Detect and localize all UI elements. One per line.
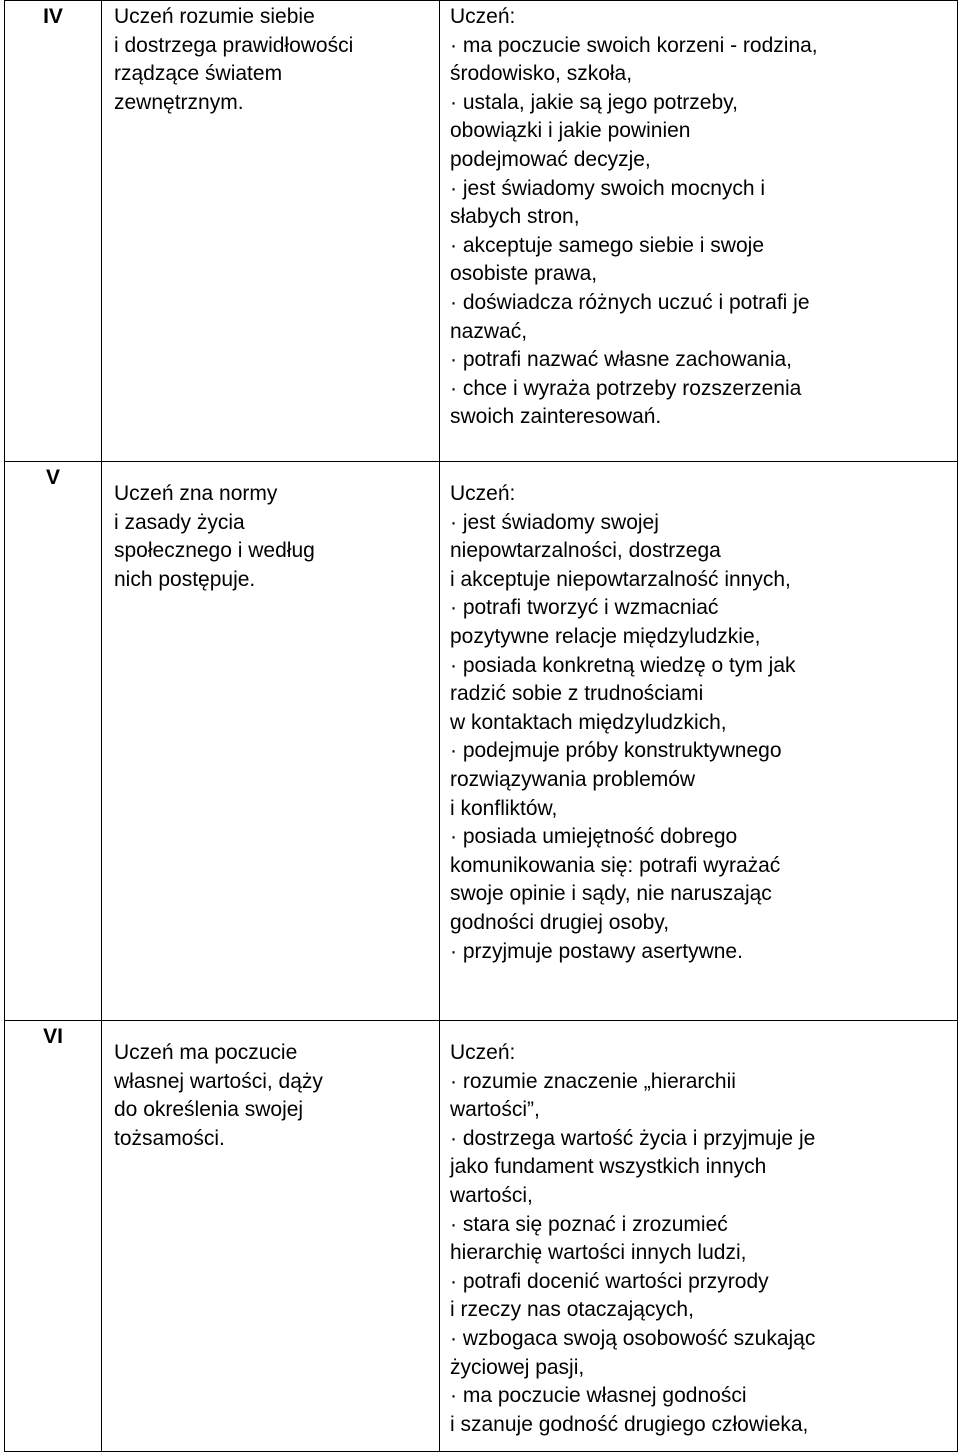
text-line: Uczeń zna normy <box>114 482 278 505</box>
text-line: · posiada umiejętność dobrego <box>450 825 738 849</box>
text-line: osobiste prawa, <box>450 262 598 286</box>
text-line: środowisko, szkoła, <box>450 62 633 86</box>
text-line: Uczeń ma poczucie <box>114 1041 298 1064</box>
text-line: godności drugiej osoby, <box>450 910 670 934</box>
text-line: · ma poczucie swoich korzeni - rodzina, <box>450 33 818 57</box>
text-line: tożsamości. <box>114 1126 225 1150</box>
text-line: · chce i wyraża potrzeby rozszerzenia <box>450 376 802 400</box>
text-line: Uczeń: <box>450 482 516 505</box>
text-line: · jest świadomy swoich mocnych i <box>450 176 766 200</box>
text-line: · potrafi nazwać własne zachowania, <box>450 348 793 372</box>
text-line: i zasady życia <box>114 510 245 534</box>
row-number: IV <box>5 1 102 462</box>
text-line: · potrafi tworzyć i wzmacniać <box>450 596 719 620</box>
text-line: · stara się poznać i zrozumieć <box>450 1212 728 1236</box>
table-row <box>5 1 958 462</box>
table-row <box>5 462 958 1021</box>
description-cell <box>440 1021 958 1452</box>
text-line: · ma poczucie własnej godności <box>450 1384 747 1408</box>
text-line: nich postępuje. <box>114 567 256 591</box>
text-line: hierarchię wartości innych ludzi, <box>450 1241 747 1265</box>
text-line: i dostrzega prawidłowości <box>114 33 354 57</box>
text-line: · potrafi docenić wartości przyrody <box>450 1269 769 1293</box>
goals-table <box>4 0 958 1452</box>
goal-cell <box>102 462 440 1021</box>
text-line: w kontaktach międzyludzkich, <box>450 710 727 734</box>
text-line: · akceptuje samego siebie i swoje <box>450 233 764 257</box>
text-line: Uczeń: <box>450 1041 516 1064</box>
text-line: zewnętrznym. <box>114 90 244 114</box>
text-line: · wzbogaca swoją osobowość szukając <box>450 1326 816 1350</box>
text-line: i szanuje godność drugiego człowieka, <box>450 1412 809 1436</box>
text-line: własnej wartości, dąży <box>114 1069 323 1093</box>
text-line: swoje opinie i sądy, nie naruszając <box>450 882 772 906</box>
description-cell <box>440 1 958 462</box>
text-line: nazwać, <box>450 319 528 343</box>
text-line: · ustala, jakie są jego potrzeby, <box>450 90 738 114</box>
row-number: V <box>5 462 102 1021</box>
text-line: niepowtarzalności, dostrzega <box>450 539 721 563</box>
text-line: obowiązki i jakie powinien <box>450 119 691 143</box>
text-line: jako fundament wszystkich innych <box>450 1155 767 1179</box>
text-line: wartości”, <box>450 1098 540 1122</box>
text-line: swoich zainteresowań. <box>450 405 662 429</box>
text-line: · rozumie znaczenie „hierarchii <box>450 1069 736 1093</box>
text-line: · jest świadomy swojej <box>450 510 659 534</box>
text-line: Uczeń rozumie siebie <box>114 5 315 28</box>
text-line: · posiada konkretną wiedzę o tym jak <box>450 653 796 677</box>
text-line: podejmować decyzje, <box>450 147 651 171</box>
row-number: VI <box>5 1021 102 1452</box>
text-line: słabych stron, <box>450 205 580 229</box>
text-line: Uczeń: <box>450 5 516 28</box>
text-line: rozwiązywania problemów <box>450 767 696 791</box>
text-line: · dostrzega wartość życia i przyjmuje je <box>450 1126 816 1150</box>
table-row <box>5 1021 958 1452</box>
goal-cell <box>102 1 440 462</box>
text-line: i akceptuje niepowtarzalność innych, <box>450 567 791 591</box>
text-line: · przyjmuje postawy asertywne. <box>450 939 743 963</box>
text-line: wartości, <box>450 1183 533 1207</box>
text-line: · podejmuje próby konstruktywnego <box>450 739 782 763</box>
goal-cell <box>102 1021 440 1452</box>
text-line: pozytywne relacje międzyludzkie, <box>450 624 761 648</box>
description-cell <box>440 462 958 1021</box>
text-line: · doświadcza różnych uczuć i potrafi je <box>450 290 810 314</box>
text-line: rządzące światem <box>114 62 283 86</box>
text-line: i rzeczy nas otaczających, <box>450 1298 694 1322</box>
text-line: do określenia swojej <box>114 1098 304 1122</box>
text-line: radzić sobie z trudnościami <box>450 682 704 706</box>
text-line: komunikowania się: potrafi wyrażać <box>450 853 781 877</box>
text-line: społecznego i według <box>114 539 315 563</box>
text-line: i konfliktów, <box>450 796 558 820</box>
text-line: życiowej pasji, <box>450 1355 585 1379</box>
